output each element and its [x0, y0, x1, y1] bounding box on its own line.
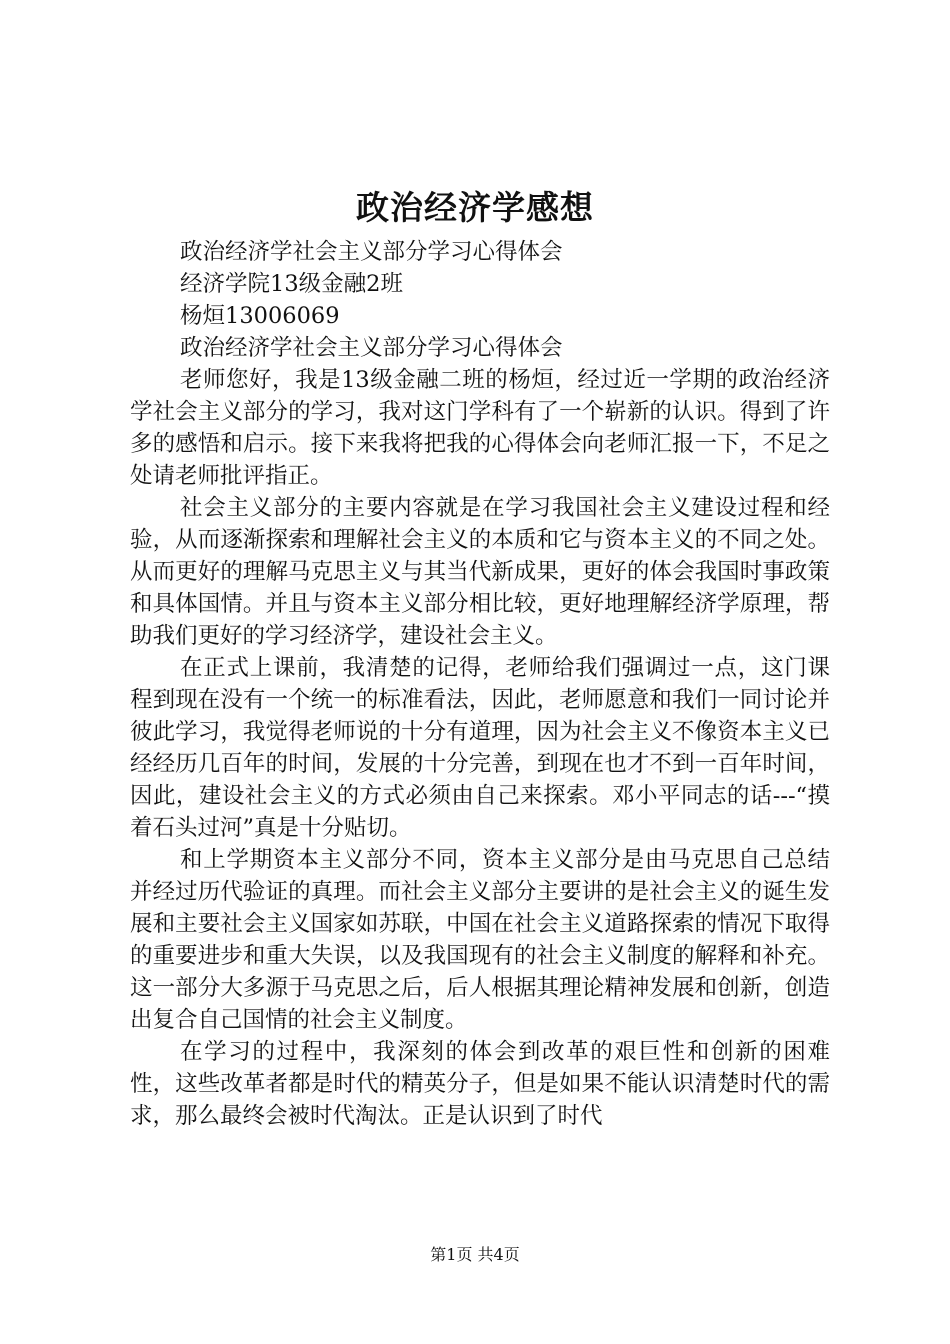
page-footer: 第1页 共4页 — [430, 1245, 520, 1264]
paragraph-3: 在正式上课前，我清楚的记得，老师给我们强调过一点，这门课程到现在没有一个统一的标准看法，因此，老师愿意和我们一同讨论并彼此学习，我觉得老师说的十分有道理，因为社会主义不像资本主义已经经历几百年的时间，发展的十分完善，到现在也才不到一百年时间，因此，建设社会主义的方式必须由自己来探索。邓小平同志的话---“摸着石头过河”真是十分贴切。 — [130, 655, 830, 841]
document-title: 政治经济学感想 — [356, 188, 594, 227]
paragraph-2: 社会主义部分的主要内容就是在学习我国社会主义建设过程和经验，从而逐渐探索和理解社会主义的本质和它与资本主义的不同之处。从而更好的理解马克思主义与其当代新成果，更好的体会我国时事政策和具体国情。并且与资本主义部分相比较，更好地理解经济学原理，帮助我们更好的学习经济学，建设社会主义。 — [130, 495, 830, 649]
class-info-line: 经济学院13级金融2班 — [180, 271, 403, 297]
paragraph-4: 和上学期资本主义部分不同，资本主义部分是由马克思自己总结并经过历代验证的真理。而社会主义部分主要讲的是社会主义的诞生发展和主要社会主义国家如苏联，中国在社会主义道路探索的情况下取得的重要进步和重大失误，以及我国现有的社会主义制度的解释和补充。这一部分大多源于马克思之后，后人根据其理论精神发展和创新，创造出复合自己国情的社会主义制度。 — [130, 847, 830, 1033]
subtitle-line: 政治经济学社会主义部分学习心得体会 — [180, 239, 563, 265]
paragraph-5: 在学习的过程中，我深刻的体会到改革的艰巨性和创新的困难性，这些改革者都是时代的精英分子，但是如果不能认识清楚时代的需求，那么最终会被时代淘汰。正是认识到了时代 — [130, 1039, 830, 1129]
document-body — [130, 236, 830, 1132]
subtitle-repeat-line: 政治经济学社会主义部分学习心得体会 — [180, 335, 563, 361]
paragraph-1: 老师您好，我是13级金融二班的杨烜，经过近一学期的政治经济学社会主义部分的学习，我对这门学科有了一个崭新的认识。得到了许多的感悟和启示。接下来我将把我的心得体会向老师汇报一下，不足之处请老师批评指正。 — [130, 367, 830, 489]
author-line: 杨烜13006069 — [180, 303, 340, 329]
